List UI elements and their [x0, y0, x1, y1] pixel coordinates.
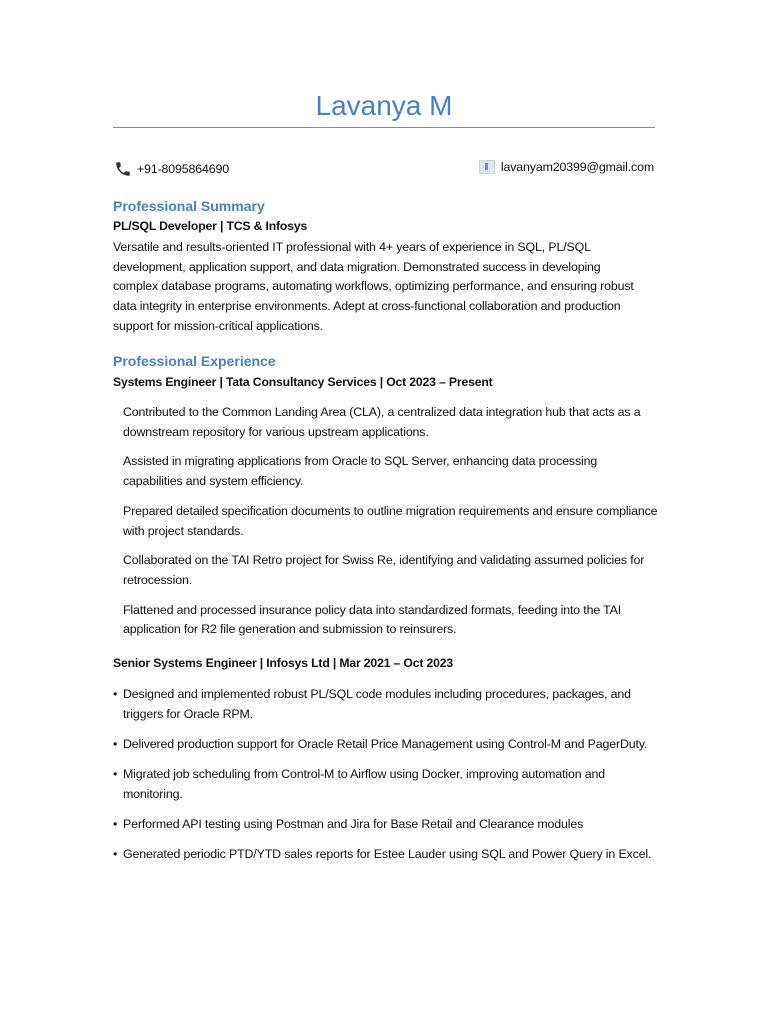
- phone-icon: [113, 160, 133, 178]
- header-divider: [113, 127, 655, 128]
- summary-subtitle: PL/SQL Developer | TCS & Infosys: [113, 219, 308, 233]
- list-item: Assisted in migrating applications from Oracle to SQL Server, enhancing data processing capabilities and system efficiency.: [123, 454, 598, 489]
- list-item: Contributed to the Common Landing Area (CLA), a centralized data integration hub that acts as a downstream repository for various upstream applications.: [123, 405, 641, 439]
- list-item: • Performed API testing using Postman and Jira for Base Retail and Clearance modules: [113, 815, 653, 835]
- list-item: • Designed and implemented robust PL/SQL code modules including procedures, packages, and triggers for Oracle RPM.: [113, 685, 653, 724]
- list-item: Prepared detailed specification documents to outline migration requirements and ensure compliance with project standards.: [123, 503, 658, 538]
- list-item: • Migrated job scheduling from Control-M to Airflow using Docker, improving automation and monitoring.: [113, 765, 653, 804]
- job-title-tcs: Systems Engineer | Tata Consultancy Services | Oct 2023 – Present: [113, 375, 493, 389]
- tcs-responsibilities: [123, 403, 658, 650]
- email-address[interactable]: lavanyam20399@gmail.com: [500, 160, 654, 174]
- email-icon: [479, 160, 495, 174]
- list-item: • Generated periodic PTD/YTD sales reports for Estee Lauder using SQL and Power Query in Excel.: [113, 845, 653, 865]
- list-item: Collaborated on the TAI Retro project for Swiss Re, identifying and validating assumed policies for retrocession.: [123, 553, 645, 587]
- phone-number: +91-8095864690: [137, 162, 229, 176]
- infosys-responsibilities: [113, 685, 653, 875]
- experience-heading: Professional Experience: [113, 353, 276, 369]
- phone-contact: [113, 160, 229, 178]
- candidate-name: Lavanya M: [315, 90, 453, 121]
- summary-heading: Professional Summary: [113, 198, 265, 214]
- job-title-infosys: Senior Systems Engineer | Infosys Ltd | Mar 2021 – Oct 2023: [113, 656, 454, 670]
- list-item: • Delivered production support for Oracle Retail Price Management using Control-M and PagerDuty.: [113, 735, 653, 755]
- email-contact: [479, 160, 654, 174]
- summary-text: Versatile and results-oriented IT professional with 4+ years of experience in SQL, PL/SQL development, application support, and data migration. Demonstrated success in developing complex database programs, automating workflows, optimizing performance, and ensuring robust data integrity in enterprise environments. Adept at cross-functional collaboration and production support for mission-critical applications.: [113, 240, 634, 333]
- list-item: Flattened and processed insurance policy data into standardized formats, feeding into the TAI application for R2 file generation and submission to reinsurers.: [123, 602, 622, 637]
